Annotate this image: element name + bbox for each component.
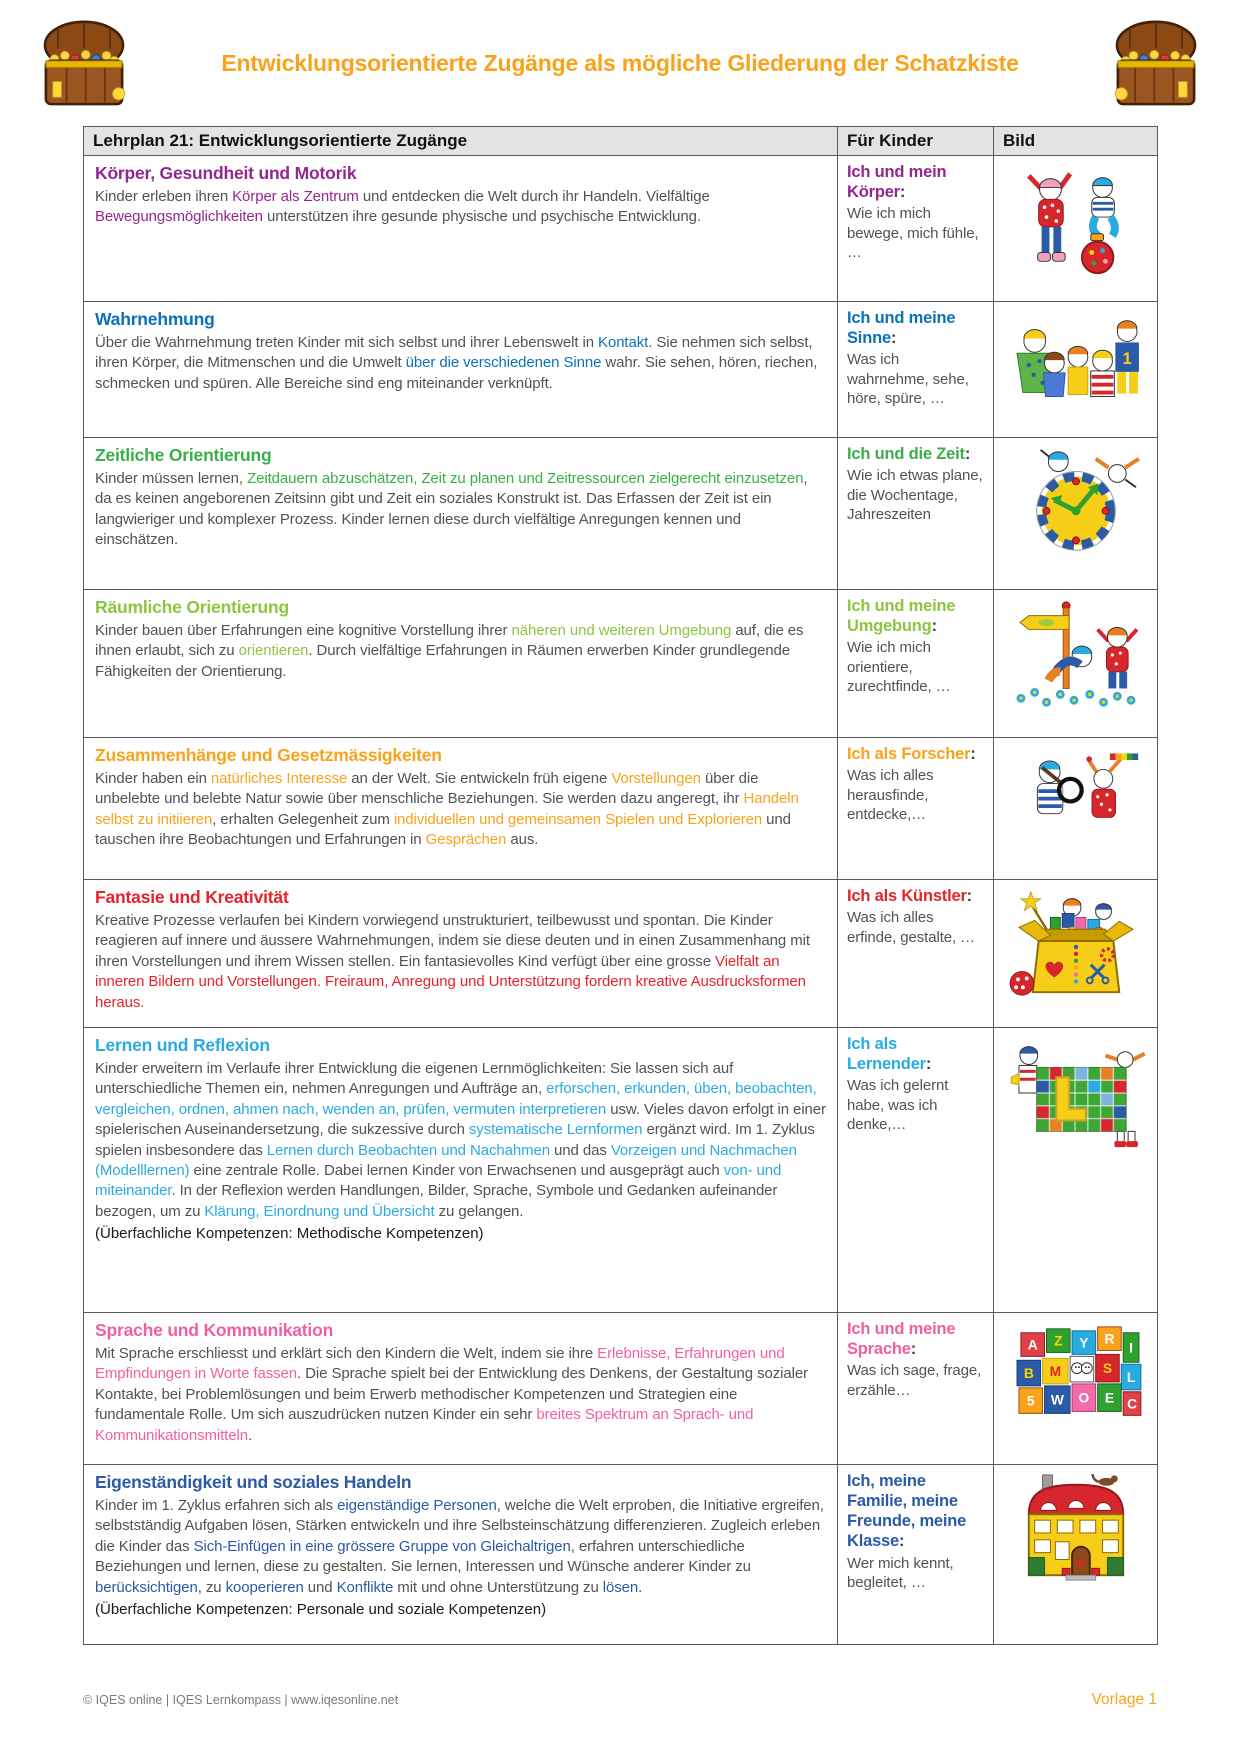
kinder-text: Wie ich mich bewege, mich fühle, … [847, 205, 979, 262]
svg-text:B: B [1023, 1366, 1034, 1381]
table-row [84, 302, 1158, 438]
column-header-bild: Bild [994, 127, 1158, 156]
row-heading: Körper, Gesundheit und Motorik [95, 163, 357, 183]
highlighted-phrase: Erlebnisse, Erfahrungen und Empfindungen in Worte fassen [95, 1345, 785, 1383]
zugang-cell [84, 156, 838, 302]
row-heading: Lernen und Reflexion [95, 1035, 270, 1055]
kinder-title: Ich, meine Familie, meine Freunde, meine Klasse [847, 1472, 967, 1551]
kinder-colon: : [964, 445, 971, 463]
bild-cell [994, 590, 1158, 738]
row-note: (Überfachliche Kompetenzen: Personale und soziale Kompetenzen) [95, 1600, 547, 1618]
svg-text:R: R [1103, 1331, 1114, 1347]
highlighted-phrase: natürliches Interesse [210, 770, 348, 787]
kinder-colon: : [910, 1340, 917, 1359]
highlighted-phrase: erforschen, erkunden, üben, beobachten, vergleichen, ordnen, ahmen nach, wenden an, prüfen, vermuten interpretieren [95, 1080, 817, 1118]
zugang-cell [84, 590, 838, 738]
kinder-text: Wer mich kennt, begleitet, … [847, 1554, 954, 1591]
row-body-text: Kinder bauen über Erfahrungen eine kognitive Vorstellung ihrer näheren und weiteren Umgebung auf, die es ihnen erlaubt, sich zu orientieren. Durch vielfältige Erfahrungen in Räumen erwerben Kinder grundlegende Fähigkeiten der Orientierung. [95, 622, 804, 680]
quilt-illustration [1007, 1034, 1145, 1157]
table-row [84, 880, 1158, 1028]
row-body-text: Kinder im 1. Zyklus erfahren sich als eigenständige Personen, welche die Welt erproben, die Initiative ergreifen, selbstständig Aufgaben lösen, Stärken entwickeln und ihre Selbsteinschätzung differenzieren. Zugleich erleben die Kinder das Sich-Einfügen in eine grössere Gruppe von Gleichaltrigen, erfahren unterschiedliche Beziehungen und lernen, diese zu gestalten. Sie lernen, Interessen und Wünsche anderer Kinder zu berücksichtigen, zu kooperieren und Konflikte mit und ohne Unterstützung zu lösen. [95, 1497, 824, 1596]
svg-text:C: C [1126, 1396, 1137, 1412]
zugang-cell [84, 438, 838, 590]
bild-cell [994, 438, 1158, 590]
row-heading: Zeitliche Orientierung [95, 445, 272, 465]
fuer-kinder-cell [838, 302, 994, 438]
highlighted-phrase: Vorstellungen [611, 770, 701, 787]
table-row [84, 438, 1158, 590]
highlighted-phrase: breites Spektrum an Sprach- und Kommunikationsmitteln [95, 1406, 754, 1444]
table-row [84, 590, 1158, 738]
copyright-text: © IQES online | IQES Lernkompass | www.iqesonline.net [83, 1693, 399, 1707]
highlighted-phrase: Lernen durch Beobachten und Nachahmen [266, 1141, 550, 1159]
highlighted-phrase: Bewegungsmöglichkeiten [95, 208, 263, 226]
zugang-cell [84, 1465, 838, 1645]
row-heading: Sprache und Kommunikation [95, 1320, 334, 1340]
document-content [83, 126, 1157, 1645]
highlighted-phrase: Sich-Einfügen in eine grössere Gruppe von Gleichaltrigen [193, 1537, 571, 1555]
kinder-text: Was ich alles herausfinde, entdecke,… [847, 767, 934, 824]
highlighted-phrase: systematische Lernformen [468, 1121, 643, 1139]
highlighted-phrase: Gesprächen [425, 831, 507, 849]
kinder-text: Was ich alles erfinde, gestalte, … [847, 909, 976, 946]
row-heading: Räumliche Orientierung [95, 597, 289, 617]
svg-text:A: A [1027, 1337, 1038, 1353]
svg-text:W: W [1050, 1392, 1064, 1408]
highlighted-phrase: eigenständige Personen [337, 1497, 497, 1514]
svg-text:I: I [1128, 1340, 1133, 1356]
children-ball-illustration [1007, 162, 1145, 285]
table-header-row [84, 127, 1158, 156]
craft-box-illustration [1007, 886, 1145, 1009]
svg-text:Z: Z [1053, 1333, 1063, 1349]
row-body-text: Kinder erleben ihren Körper als Zentrum und entdecken die Welt durch ihr Handeln. Vielfältige Bewegungsmöglichkeiten unterstützen ihre gesunde physische und psychische Entwicklung. [95, 188, 710, 226]
clock-illustration [1007, 444, 1145, 567]
highlighted-phrase: Klärung, Einordnung und Übersicht [204, 1202, 435, 1220]
row-body-text: Kinder erweitern im Verlaufe ihrer Entwicklung die eigenen Lernmöglichkeiten: Sie lassen sich auf unterschiedliche Themen ein, nehmen Anregungen und Aufträge an, erforschen, erkunden, üben, beobachten, vergleichen, ordnen, ahmen nach, wenden an, prüfen, vermuten interpretieren usw. Vieles davon erfolgt in einer spielerischen Auseinandersetzung, die sukzessive durch systematische Lernformen ergänzt wird. Im 1. Zyklus spielen insbesondere das Lernen durch Beobachten und Nachahmen und das Vorzeigen und Nachmachen (Modelllernen) eine zentrale Rolle. Dabei lernen Kinder von Erwachsenen und ausgeprägt auch von- und miteinander. In der Reflexion werden Handlungen, Bilder, Sprache, Symbole und Gedanken aufeinander bezogen, um zu Klärung, Einordnung und Übersicht zu gelangen. [95, 1060, 826, 1220]
page-title: Entwicklungsorientierte Zugänge als mögliche Gliederung der Schatzkiste [221, 50, 1019, 76]
highlighted-phrase: individuellen und gemeinsamen Spielen und Explorieren [393, 810, 763, 828]
fuer-kinder-cell [838, 880, 994, 1028]
highlighted-phrase: von- und miteinander [95, 1161, 782, 1200]
highlighted-phrase: berücksichtigen [95, 1578, 198, 1596]
page-header [0, 0, 1240, 126]
kinder-colon: : [899, 183, 906, 202]
row-body-text: Über die Wahrnehmung treten Kinder mit sich selbst und ihrer Lebenswelt in Kontakt. Sie nehmen sich selbst, ihren Körper, die Mitmenschen und die Umwelt über die verschiedenen Sinne wahr. Sie sehen, hören, riechen, schmecken und spüren. Alle Bereiche sind eng miteinander verknüpft. [95, 334, 818, 392]
svg-text:S: S [1102, 1361, 1112, 1377]
fuer-kinder-cell [838, 590, 994, 738]
kinder-text: Was ich gelernt habe, was ich denke,… [847, 1077, 949, 1134]
highlighted-phrase: Handeln selbst zu initiieren [95, 790, 799, 828]
treasure-chest-icon [1098, 14, 1214, 123]
kinder-text: Wie ich mich orientiere, zurechtfinde, … [847, 639, 951, 696]
bild-cell [994, 738, 1158, 880]
row-body-text: Kreative Prozesse verlaufen bei Kindern vorwiegend unstrukturiert, teilbewusst und spontan. Die Kinder reagieren auf innere und äussere Wahrnehmungen, indem sie diese deuten und in einen Zusammenhang mit ihren Vorstellungen und ihrem Wissen stellen. Ein fantasievolles Kind verfügt über eine grosse Vielfalt an inneren Bildern und Vorstellungen. Freiraum, Anregung und Unterstützung fordern kreative Ausdrucksformen heraus. [95, 912, 810, 1011]
table-row [84, 156, 1158, 302]
magnifier-illustration [1009, 744, 1143, 862]
highlighted-phrase: Zeitdauern abzuschätzen, Zeit zu planen und Zeitressourcen zielgerecht einzusetzen [247, 470, 804, 487]
svg-text:5: 5 [1026, 1393, 1035, 1409]
bild-cell [994, 1313, 1158, 1465]
table-row [84, 1313, 1158, 1465]
svg-text:E: E [1104, 1390, 1114, 1406]
highlighted-phrase: näheren und weiteren Umgebung [511, 622, 732, 639]
table-row [84, 1465, 1158, 1645]
svg-text:M: M [1049, 1364, 1061, 1380]
template-number-label: Vorlage 1 [1091, 1691, 1157, 1708]
row-body-text: Kinder müssen lernen, Zeitdauern abzuschätzen, Zeit zu planen und Zeitressourcen zielgerecht einzusetzen, da es keinen angeborenen Zeitsinn gibt und Zeit ein soziales Konstrukt ist. Das Erfassen der Zeit ist ein langwieriger und komplexer Prozess. Kinder lernen diese durch vielfältige Anregungen kennen und einschätzen. [95, 470, 808, 549]
house-illustration [1007, 1471, 1145, 1594]
fuer-kinder-cell [838, 156, 994, 302]
kinder-title: Ich und meine Umgebung [847, 597, 956, 636]
page-footer [83, 1691, 1157, 1709]
children-senses-illustration [1007, 308, 1145, 431]
kinder-colon: : [931, 617, 937, 636]
kinder-text: Was ich wahrnehme, sehe, höre, spüre, … [847, 351, 969, 408]
kinder-title: Ich und meine Sprache [847, 1320, 956, 1359]
kinder-title: Ich und meine Sinne [847, 309, 956, 348]
row-note: (Überfachliche Kompetenzen: Methodische Kompetenzen) [95, 1225, 484, 1243]
svg-text:Y: Y [1078, 1335, 1088, 1351]
highlighted-phrase: kooperieren [225, 1578, 304, 1596]
zugang-cell [84, 1028, 838, 1313]
kinder-title: Ich und die Zeit [847, 445, 965, 463]
kinder-title: Ich als Lernender [847, 1035, 926, 1074]
bild-cell [994, 302, 1158, 438]
lehrplan-table [83, 126, 1158, 1645]
bild-cell [994, 1028, 1158, 1313]
kinder-colon: : [966, 887, 972, 905]
bild-cell [994, 1465, 1158, 1645]
zugang-cell [84, 1313, 838, 1465]
row-heading: Fantasie und Kreativität [95, 887, 289, 907]
svg-text:1: 1 [1121, 349, 1132, 369]
column-header-fuer-kinder: Für Kinder [838, 127, 994, 156]
highlighted-phrase: Vielfalt an inneren Bildern und Vorstellungen. Freiraum, Anregung und Unterstützung fordern kreative Ausdrucksformen heraus. [95, 952, 806, 1011]
kinder-title: Ich als Künstler [847, 887, 967, 905]
highlighted-phrase: über die verschiedenen Sinne [405, 354, 602, 372]
row-heading: Zusammenhänge und Gesetzmässigkeiten [95, 745, 442, 765]
bild-cell [994, 880, 1158, 1028]
row-heading: Wahrnehmung [95, 309, 215, 329]
zugang-cell [84, 880, 838, 1028]
row-body-text: Mit Sprache erschliesst und erklärt sich den Kindern die Welt, indem sie ihre Erlebnisse, Erfahrungen und Empfindungen in Worte fassen. Die Sprache spielt bei der Entwicklung des Denkens, der Gestaltung sozialer Kontakte, bei Problemlösungen und beim Erwerb methodischer Kompetenzen und Strategien eine fundamentale Rolle. Um sich auszudrücken nutzen Kinder ein sehr breites Spektrum an Sprach- und Kommunikationsmitteln. [95, 1345, 808, 1444]
bild-cell [994, 156, 1158, 302]
highlighted-phrase: lösen [602, 1578, 639, 1596]
kinder-text: Was ich sage, frage, erzähle… [847, 1362, 982, 1399]
letter-blocks-illustration [1007, 1319, 1145, 1442]
fuer-kinder-cell [838, 1465, 994, 1645]
fuer-kinder-cell [838, 438, 994, 590]
fuer-kinder-cell [838, 1028, 994, 1313]
highlighted-phrase: Vorzeigen und Nachmachen (Modelllernen) [95, 1141, 797, 1179]
svg-text:O: O [1078, 1390, 1089, 1406]
kinder-text: Wie ich etwas plane, die Wochentage, Jahreszeiten [847, 467, 983, 524]
kinder-colon: : [899, 1532, 905, 1551]
row-body-text: Kinder haben ein natürliches Interesse an der Welt. Sie entwickeln früh eigene Vorstellungen über die unbelebte und belebte Natur sowie über menschliche Beziehungen. Sie werden dazu angeregt, ihr Handeln selbst zu initiieren, erhalten Gelegenheit zum individuellen und gemeinsamen Spielen und Explorieren und tauschen ihre Beobachtungen und Erfahrungen in Gesprächen aus. [95, 770, 799, 849]
highlighted-phrase: orientieren [238, 642, 309, 660]
column-header-zugaenge: Lehrplan 21: Entwicklungsorientierte Zugänge [84, 127, 838, 156]
kinder-title: Ich und mein Körper [847, 163, 947, 202]
fuer-kinder-cell [838, 738, 994, 880]
highlighted-phrase: Körper als Zentrum [232, 188, 359, 205]
highlighted-phrase: Konflikte [336, 1578, 394, 1596]
kinder-colon: : [890, 329, 897, 348]
kinder-colon: : [925, 1055, 932, 1074]
highlighted-phrase: Kontakt [598, 334, 649, 351]
fuer-kinder-cell [838, 1313, 994, 1465]
table-row [84, 1028, 1158, 1313]
kinder-title: Ich als Forscher [847, 745, 971, 763]
kinder-colon: : [970, 745, 976, 763]
signpost-illustration [1007, 596, 1145, 719]
zugang-cell [84, 302, 838, 438]
table-row [84, 738, 1158, 880]
svg-text:L: L [1126, 1369, 1135, 1385]
zugang-cell [84, 738, 838, 880]
row-heading: Eigenständigkeit und soziales Handeln [95, 1472, 412, 1492]
